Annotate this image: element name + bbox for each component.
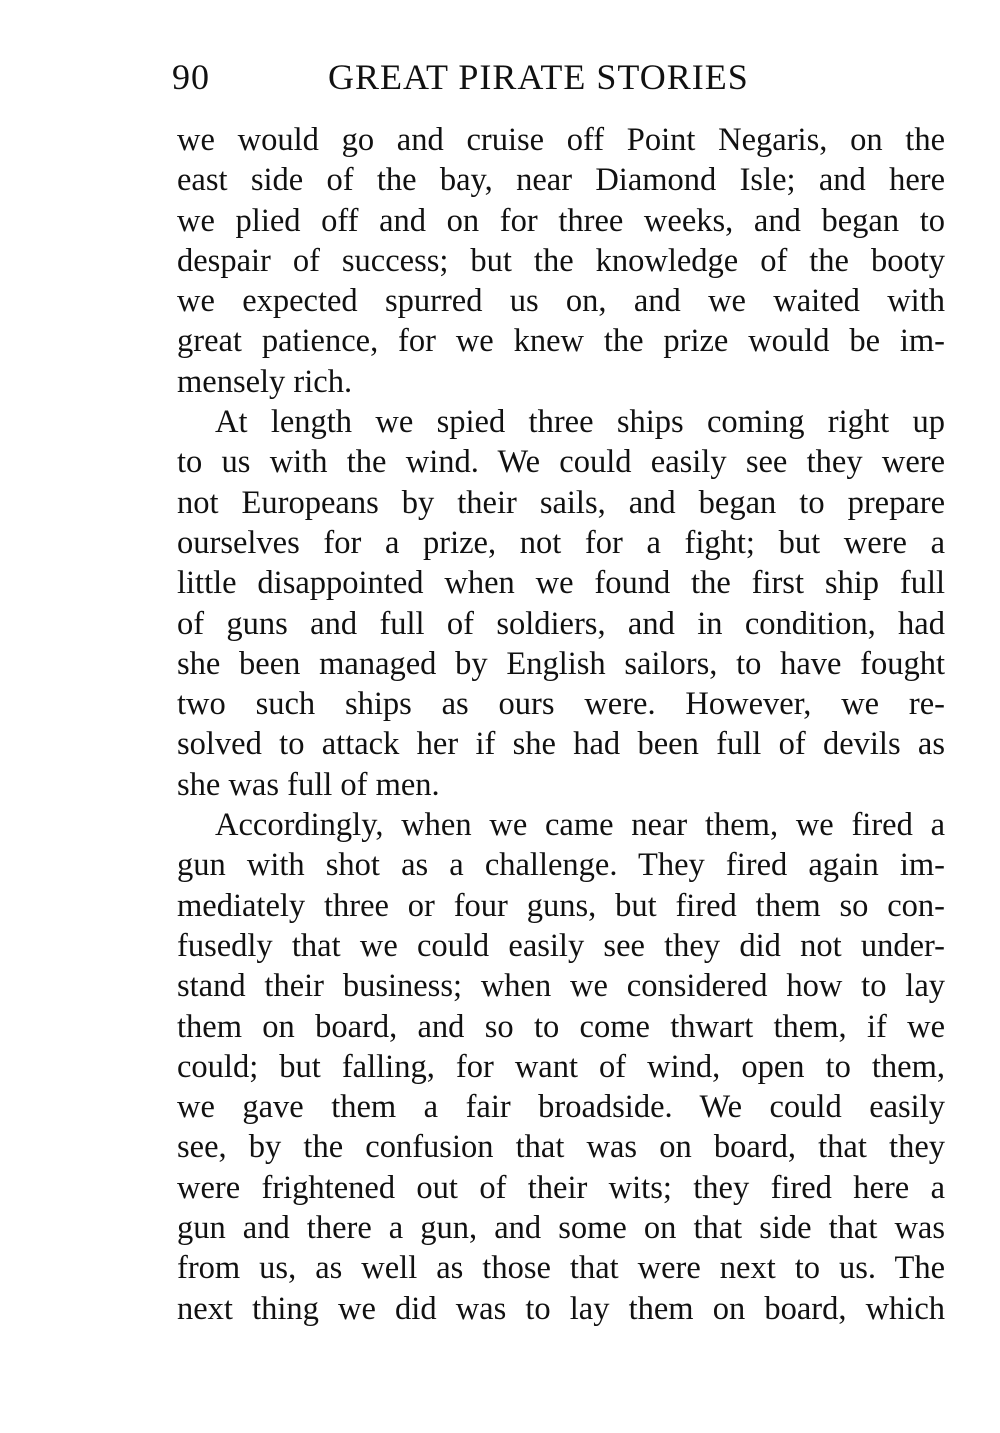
text-line: to us with the wind. We could easily see they were xyxy=(177,444,945,481)
text-line: mensely rich. xyxy=(177,363,353,400)
paragraph xyxy=(177,402,945,805)
text-line: not Europeans by their sails, and began to prepare xyxy=(177,484,945,521)
text-line: she been managed by English sailors, to have fought xyxy=(177,645,945,682)
text-line: could; but falling, for want of wind, open to them, xyxy=(177,1048,945,1085)
text-line: fusedly that we could easily see they did not under- xyxy=(177,927,945,964)
text-line: gun and there a gun, and some on that side that was xyxy=(177,1210,945,1247)
text-line: were frightened out of their wits; they fired here a xyxy=(177,1169,945,1206)
page-number: 90 xyxy=(172,57,210,97)
text-line: great patience, for we knew the prize would be im- xyxy=(177,323,945,360)
body-text xyxy=(177,120,945,1329)
text-line: we expected spurred us on, and we waited with xyxy=(177,283,945,320)
text-line: next thing we did was to lay them on board, which xyxy=(177,1290,945,1327)
text-line: of guns and full of soldiers, and in condition, had xyxy=(177,605,945,642)
text-line: little disappointed when we found the first ship full xyxy=(177,565,945,602)
text-line: solved to attack her if she had been full of devils as xyxy=(177,726,945,763)
page-header xyxy=(172,52,952,102)
text-line: ourselves for a prize, not for a fight; but were a xyxy=(177,524,945,561)
text-line: see, by the confusion that was on board, that they xyxy=(177,1129,945,1166)
text-line: we gave them a fair broadside. We could easily xyxy=(177,1089,945,1126)
text-line: gun with shot as a challenge. They fired again im- xyxy=(177,847,945,884)
text-line: east side of the bay, near Diamond Isle; and here xyxy=(177,162,945,199)
text-line: from us, as well as those that were next to us. The xyxy=(177,1250,945,1287)
text-line: them on board, and so to come thwart them, if we xyxy=(177,1008,945,1045)
text-line: despair of success; but the knowledge of the booty xyxy=(177,242,945,279)
text-line: we plied off and on for three weeks, and began to xyxy=(177,202,945,239)
text-line: two such ships as ours were. However, we re- xyxy=(177,686,945,723)
text-line: mediately three or four guns, but fired them so con- xyxy=(177,887,945,924)
text-line: we would go and cruise off Point Negaris, on the xyxy=(177,122,945,158)
paragraph xyxy=(177,120,945,402)
text-line: At length we spied three ships coming right up xyxy=(215,404,945,441)
text-line: Accordingly, when we came near them, we fired a xyxy=(215,807,945,844)
text-line: she was full of men. xyxy=(177,766,440,803)
running-title: GREAT PIRATE STORIES xyxy=(328,57,749,97)
paragraph xyxy=(177,805,945,1329)
text-line: stand their business; when we considered how to lay xyxy=(177,968,945,1005)
